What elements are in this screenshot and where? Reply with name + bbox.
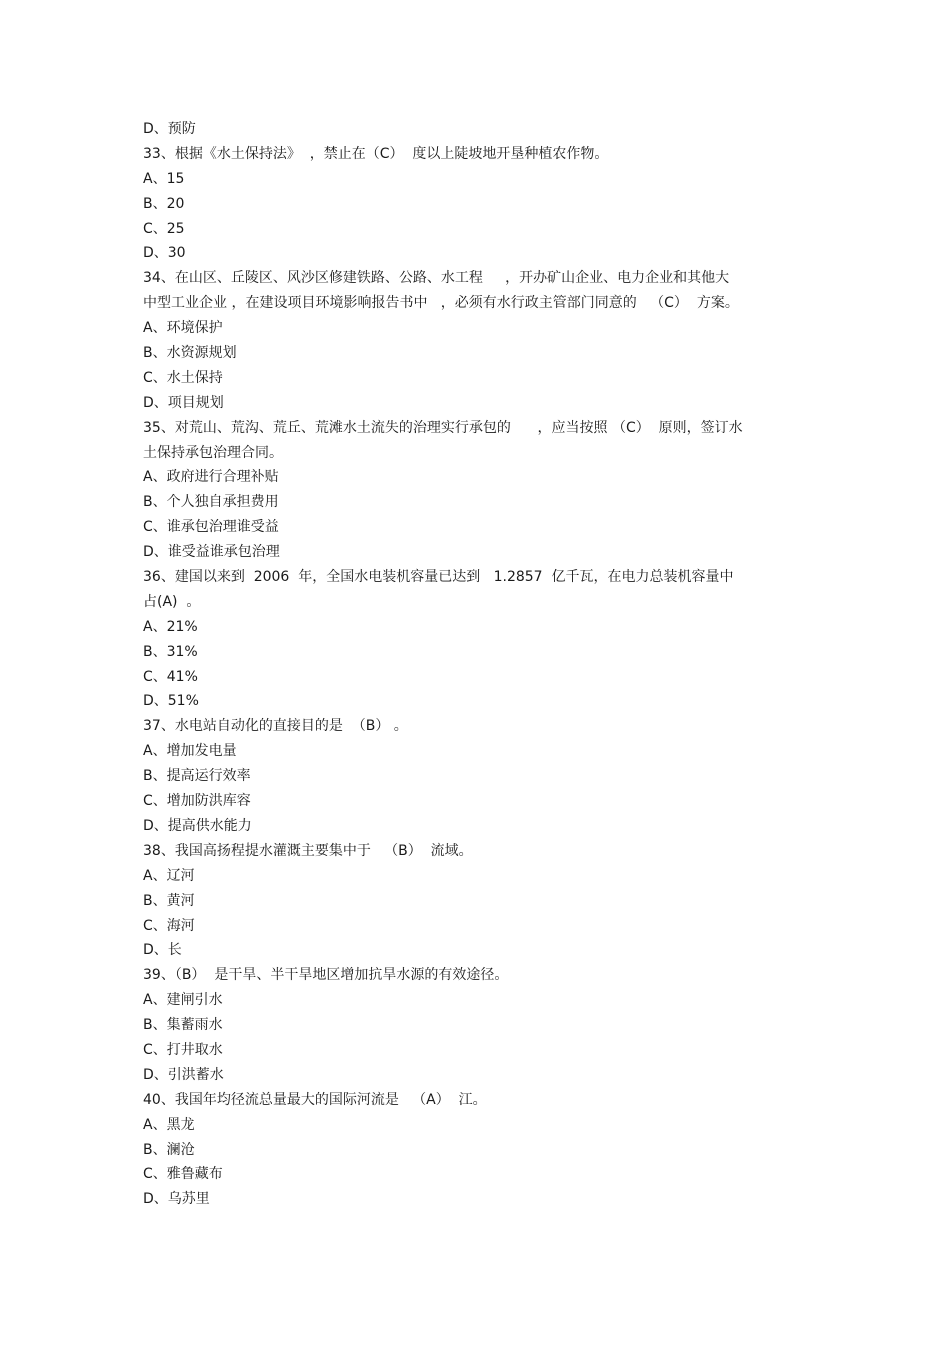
answer-option: B、黄河: [143, 892, 195, 909]
answer-option: C、41%: [143, 668, 198, 685]
answer-option: A、环境保护: [143, 320, 223, 337]
answer-option: A、21%: [143, 618, 198, 635]
answer-option: C、雅鲁藏布: [143, 1166, 223, 1183]
answer-option: A、辽河: [143, 867, 195, 884]
answer-option: B、集蓄雨水: [143, 1017, 223, 1034]
answer-option: A、建闸引水: [143, 992, 223, 1009]
question-list: [143, 117, 808, 1212]
question-text: 占(A) 。: [143, 593, 201, 610]
question-text: 土保持承包治理合同。: [143, 444, 283, 461]
answer-option: B、20: [143, 195, 185, 212]
answer-option: D、引洪蓄水: [143, 1066, 224, 1083]
answer-option: D、长: [143, 942, 182, 959]
answer-option: D、项目规划: [143, 394, 224, 411]
question-text: 39、（B） 是干旱、半干旱地区增加抗旱水源的有效途径。: [143, 967, 509, 984]
question-text: 33、根据《水土保持法》 ，禁止在（C） 度以上陡坡地开垦种植农作物。: [143, 145, 609, 162]
answer-option: D、30: [143, 245, 186, 262]
answer-option: D、51%: [143, 693, 199, 710]
answer-option: C、打井取水: [143, 1041, 223, 1058]
answer-option: B、31%: [143, 643, 198, 660]
answer-option: B、澜沧: [143, 1141, 195, 1158]
answer-option: D、乌苏里: [143, 1191, 210, 1208]
answer-option: B、提高运行效率: [143, 768, 251, 785]
answer-option: C、25: [143, 220, 185, 237]
answer-option: B、水资源规划: [143, 345, 237, 362]
answer-option: D、提高供水能力: [143, 817, 252, 834]
question-text: 40、我国年均径流总量最大的国际河流是 （A） 江。: [143, 1091, 487, 1108]
question-text: 35、对荒山、荒沟、荒丘、荒滩水土流失的治理实行承包的 ，应当按照 （C） 原则，签订水: [143, 419, 743, 436]
answer-option: D、预防: [143, 121, 196, 137]
answer-option: B、个人独自承担费用: [143, 494, 279, 511]
answer-option: C、海河: [143, 917, 195, 934]
answer-option: C、谁承包治理谁受益: [143, 519, 279, 536]
answer-option: A、增加发电量: [143, 743, 237, 760]
answer-option: C、水土保持: [143, 369, 223, 386]
answer-option: A、政府进行合理补贴: [143, 469, 279, 486]
answer-option: C、增加防洪库容: [143, 793, 251, 810]
answer-option: A、黑龙: [143, 1116, 195, 1133]
answer-option: A、15: [143, 170, 185, 187]
question-text: 中型工业企业 ，在建设项目环境影响报告书中 ，必须有水行政主管部门同意的 （C） 方案。: [143, 295, 739, 312]
question-text: 38、我国高扬程提水灌溉主要集中于 （B） 流域。: [143, 842, 473, 859]
question-text: 36、建国以来到 2006 年，全国水电装机容量已达到 1.2857 亿千瓦，在电力总装机容量中: [143, 569, 734, 586]
question-text: 34、在山区、丘陵区、风沙区修建铁路、公路、水工程 ，开办矿山企业、电力企业和其他大: [143, 270, 730, 287]
question-text: 37、水电站自动化的直接目的是 （B） 。: [143, 718, 408, 735]
answer-option: D、谁受益谁承包治理: [143, 544, 280, 561]
